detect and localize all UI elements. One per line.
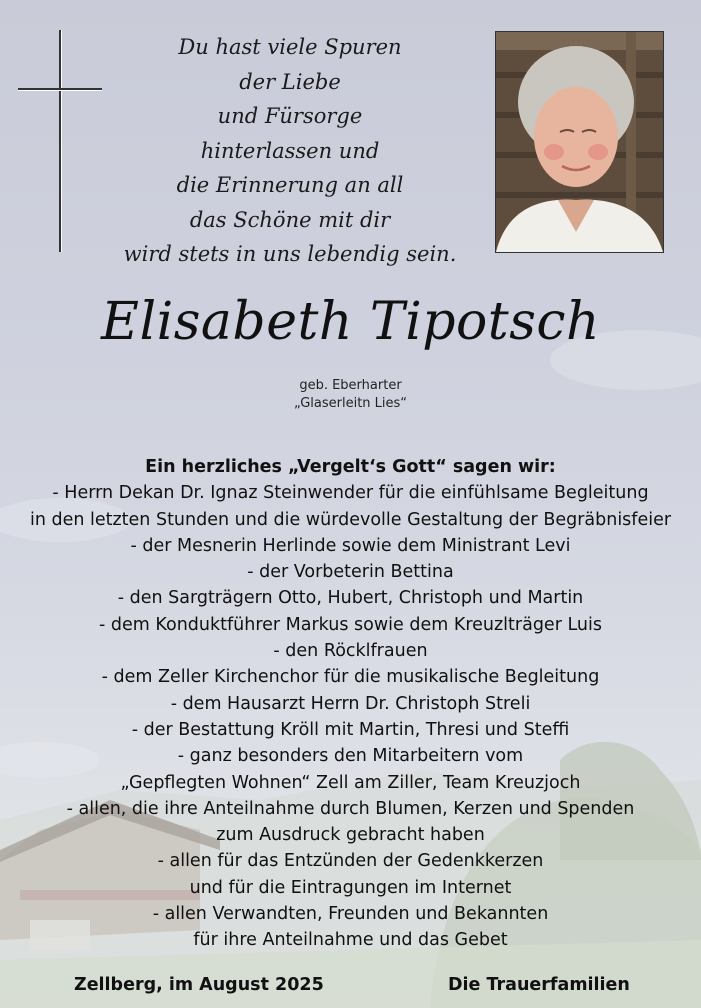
cross-icon	[18, 30, 102, 252]
thanks-line: - den Sargträgern Otto, Hubert, Christoph und Martin	[117, 588, 584, 609]
birth-name: geb. Eberharter	[299, 378, 402, 393]
thanks-line: - dem Konduktführer Markus sowie dem Kreuzlträger Luis	[99, 614, 602, 635]
thanks-line: für ihre Anteilnahme und das Gebet	[193, 930, 508, 951]
poem-line: wird stets in uns lebendig sein.	[123, 242, 457, 266]
nickname: „Glaserleitn Lies“	[293, 396, 408, 411]
poem-line: Du hast viele Spuren	[178, 35, 402, 59]
thanks-line: - allen, die ihre Anteilnahme durch Blumen, Kerzen und Spenden	[66, 798, 635, 819]
thanks-line: - der Bestattung Kröll mit Martin, Thresi und Steffi	[131, 719, 570, 740]
portrait-photo	[495, 31, 664, 253]
thanks-line: - allen Verwandten, Freunden und Bekannten	[152, 904, 549, 925]
signature: Die Trauerfamilien	[448, 975, 630, 995]
thanks-heading: Ein herzliches „Vergelt‘s Gott“ sagen wir:	[145, 457, 556, 477]
thanks-line: - dem Hausarzt Herrn Dr. Christoph Streli	[170, 693, 531, 714]
thanks-line: zum Ausdruck gebracht haben	[216, 825, 485, 846]
poem-line: der Liebe	[239, 69, 341, 94]
thanks-line: „Gepflegten Wohnen“ Zell am Ziller, Team Kreuzjoch	[120, 772, 581, 793]
deceased-name: Elisabeth Tipotsch	[101, 292, 600, 352]
thanks-line: - der Vorbeterin Bettina	[247, 562, 454, 583]
thanks-line: - Herrn Dekan Dr. Ignaz Steinwender für die einfühlsame Begleitung	[52, 483, 649, 504]
thanks-section	[0, 454, 701, 954]
thanks-line: - allen für das Entzünden der Gedenkkerzen	[157, 851, 544, 872]
thanks-line: - dem Zeller Kirchenchor für die musikalische Begleitung	[101, 667, 600, 688]
memorial-poem	[120, 30, 460, 272]
poem-line: und Fürsorge	[217, 104, 363, 128]
place-date: Zellberg, im August 2025	[74, 975, 324, 995]
thanks-line: - ganz besonders den Mitarbeitern vom	[177, 746, 524, 767]
thanks-line: in den letzten Stunden und die würdevolle Gestaltung der Begräbnisfeier	[29, 509, 672, 530]
birth-details	[0, 377, 701, 413]
thanks-line: - der Mesnerin Herlinde sowie dem Ministrant Levi	[130, 535, 571, 556]
poem-line: das Schöne mit dir	[189, 207, 391, 232]
thanks-line: und für die Eintragungen im Internet	[189, 877, 512, 898]
poem-line: hinterlassen und	[200, 138, 380, 163]
thanks-line: - den Röcklfrauen	[273, 641, 428, 662]
poem-line: die Erinnerung an all	[176, 173, 404, 197]
